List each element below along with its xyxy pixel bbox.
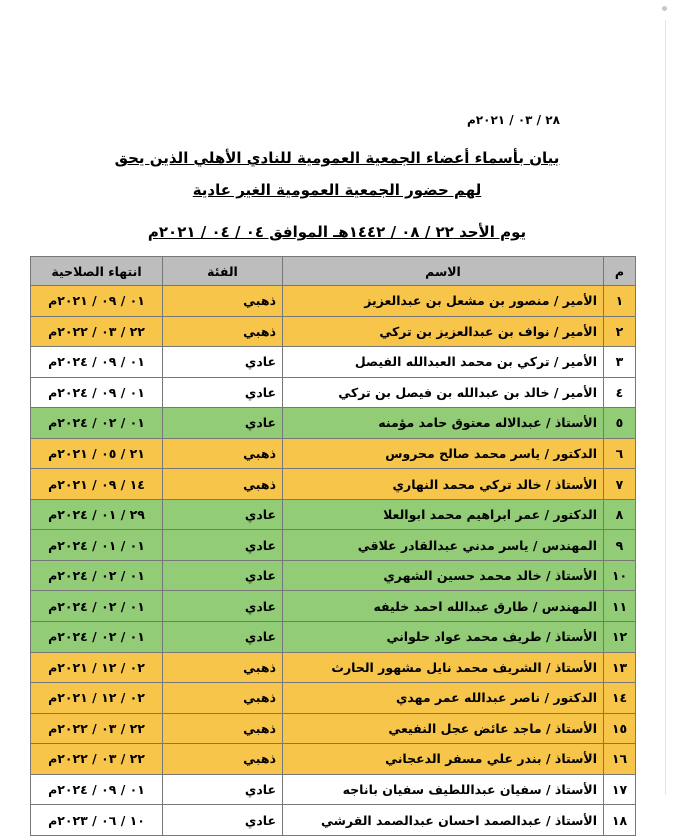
table-row <box>31 530 636 561</box>
document-date: ٢٨ / ٠٣ / ٢٠٢١م <box>467 113 560 127</box>
membership-expiry: ٠٢ / ١٢ / ٢٠٢١م <box>31 683 163 714</box>
membership-expiry: ٠١ / ٠٢ / ٢٠٢٤م <box>31 560 163 591</box>
membership-expiry: ٠١ / ٠٩ / ٢٠٢١م <box>31 286 163 317</box>
table-row <box>31 469 636 500</box>
membership-expiry: ٠١ / ٠٩ / ٢٠٢٤م <box>31 347 163 378</box>
table-row <box>31 316 636 347</box>
table-row <box>31 774 636 805</box>
membership-expiry: ٢٢ / ٠٣ / ٢٠٢٢م <box>31 316 163 347</box>
table-row <box>31 652 636 683</box>
member-category: عادي <box>163 805 283 836</box>
row-number: ٨ <box>604 499 636 530</box>
table-row <box>31 499 636 530</box>
member-name: الأستاذ / سفيان عبداللطيف سفيان باناجه <box>283 774 604 805</box>
table-row <box>31 560 636 591</box>
row-number: ١٤ <box>604 683 636 714</box>
row-number: ١٣ <box>604 652 636 683</box>
member-name: الأستاذ / طريف محمد عواد حلواني <box>283 622 604 653</box>
row-number: ١٠ <box>604 560 636 591</box>
member-category: ذهبي <box>163 683 283 714</box>
member-name: الأمير / تركي بن محمد العبدالله الفيصل <box>283 347 604 378</box>
membership-expiry: ٠١ / ٠٩ / ٢٠٢٤م <box>31 377 163 408</box>
member-name: الدكتور / عمر ابراهيم محمد ابوالعلا <box>283 499 604 530</box>
member-name: المهندس / طارق عبدالله احمد خليفه <box>283 591 604 622</box>
table-row <box>31 713 636 744</box>
membership-expiry: ٢٢ / ٠٣ / ٢٠٢٢م <box>31 744 163 775</box>
row-number: ٦ <box>604 438 636 469</box>
membership-expiry: ٠١ / ٠١ / ٢٠٢٤م <box>31 530 163 561</box>
row-number: ١٦ <box>604 744 636 775</box>
member-category: عادي <box>163 347 283 378</box>
membership-expiry: ٠٢ / ١٢ / ٢٠٢١م <box>31 652 163 683</box>
row-number: ٧ <box>604 469 636 500</box>
row-number: ١٢ <box>604 622 636 653</box>
membership-expiry: ٠١ / ٠٢ / ٢٠٢٤م <box>31 408 163 439</box>
row-number: ١٨ <box>604 805 636 836</box>
row-number: ١ <box>604 286 636 317</box>
membership-expiry: ٠١ / ٠٩ / ٢٠٢٤م <box>31 774 163 805</box>
table-body <box>31 286 636 836</box>
member-category: عادي <box>163 377 283 408</box>
member-name: الدكتور / ناصر عبدالله عمر مهدي <box>283 683 604 714</box>
membership-expiry: ١٠ / ٠٦ / ٢٠٢٣م <box>31 805 163 836</box>
member-category: ذهبي <box>163 438 283 469</box>
table-row <box>31 591 636 622</box>
table-row <box>31 377 636 408</box>
table-row <box>31 347 636 378</box>
member-category: عادي <box>163 591 283 622</box>
member-category: ذهبي <box>163 316 283 347</box>
membership-expiry: ٠١ / ٠٢ / ٢٠٢٤م <box>31 622 163 653</box>
member-category: عادي <box>163 499 283 530</box>
member-category: ذهبي <box>163 652 283 683</box>
membership-expiry: ١٤ / ٠٩ / ٢٠٢١م <box>31 469 163 500</box>
member-category: عادي <box>163 622 283 653</box>
member-name: الأستاذ / خالد محمد حسين الشهري <box>283 560 604 591</box>
scrollbar-track[interactable] <box>665 20 666 795</box>
table-row <box>31 438 636 469</box>
membership-expiry: ٠١ / ٠٢ / ٢٠٢٤م <box>31 591 163 622</box>
document-title-line-1: بيان بأسماء أعضاء الجمعية العمومية للنادي الأهلي الذين يحق <box>114 149 560 167</box>
member-name: الأستاذ / ماجد عائض عجل النفيعي <box>283 713 604 744</box>
member-category: ذهبي <box>163 713 283 744</box>
member-name: الأمير / منصور بن مشعل بن عبدالعزيز <box>283 286 604 317</box>
row-number: ٢ <box>604 316 636 347</box>
header-number: م <box>604 257 636 286</box>
row-number: ٥ <box>604 408 636 439</box>
row-number: ١٧ <box>604 774 636 805</box>
meeting-date-line: يوم الأحد ٢٢ / ٠٨ / ١٤٤٢هـ الموافق ٠٤ / ٠٤ / ٢٠٢١م <box>147 223 527 241</box>
membership-expiry: ٢١ / ٠٥ / ٢٠٢١م <box>31 438 163 469</box>
member-name: المهندس / ياسر مدني عبدالقادر علاقي <box>283 530 604 561</box>
member-name: الأستاذ / خالد تركي محمد النهاري <box>283 469 604 500</box>
member-category: ذهبي <box>163 286 283 317</box>
member-name: الأمير / نواف بن عبدالعزيز بن تركي <box>283 316 604 347</box>
row-number: ١١ <box>604 591 636 622</box>
member-name: الأستاذ / عبدالصمد احسان عبدالصمد القرشي <box>283 805 604 836</box>
table-row <box>31 286 636 317</box>
header-name: الاسم <box>283 257 604 286</box>
row-number: ٣ <box>604 347 636 378</box>
membership-expiry: ٢٢ / ٠٣ / ٢٠٢٢م <box>31 713 163 744</box>
member-category: عادي <box>163 408 283 439</box>
member-category: ذهبي <box>163 744 283 775</box>
member-name: الأستاذ / الشريف محمد نايل مشهور الحارث <box>283 652 604 683</box>
table-row <box>31 744 636 775</box>
member-category: عادي <box>163 774 283 805</box>
member-category: ذهبي <box>163 469 283 500</box>
member-name: الأستاذ / بندر علي مسفر الدعجاني <box>283 744 604 775</box>
table-row <box>31 408 636 439</box>
row-number: ٩ <box>604 530 636 561</box>
scroll-indicator-dot <box>662 6 667 11</box>
member-category: عادي <box>163 530 283 561</box>
row-number: ٤ <box>604 377 636 408</box>
document-title-line-2: لهم حضور الجمعية العمومية الغير عادية <box>192 181 482 199</box>
member-name: الأستاذ / عبدالاله معتوق حامد مؤمنه <box>283 408 604 439</box>
table-header-row <box>31 257 636 286</box>
header-category: الفئة <box>163 257 283 286</box>
table-row <box>31 622 636 653</box>
member-name: الأمير / خالد بن عبدالله بن فيصل بن تركي <box>283 377 604 408</box>
member-name: الدكتور / ياسر محمد صالح محروس <box>283 438 604 469</box>
membership-expiry: ٢٩ / ٠١ / ٢٠٢٤م <box>31 499 163 530</box>
header-expiry: انتهاء الصلاحية <box>31 257 163 286</box>
member-category: عادي <box>163 560 283 591</box>
members-table <box>30 256 636 836</box>
table-row <box>31 683 636 714</box>
row-number: ١٥ <box>604 713 636 744</box>
table-row <box>31 805 636 836</box>
